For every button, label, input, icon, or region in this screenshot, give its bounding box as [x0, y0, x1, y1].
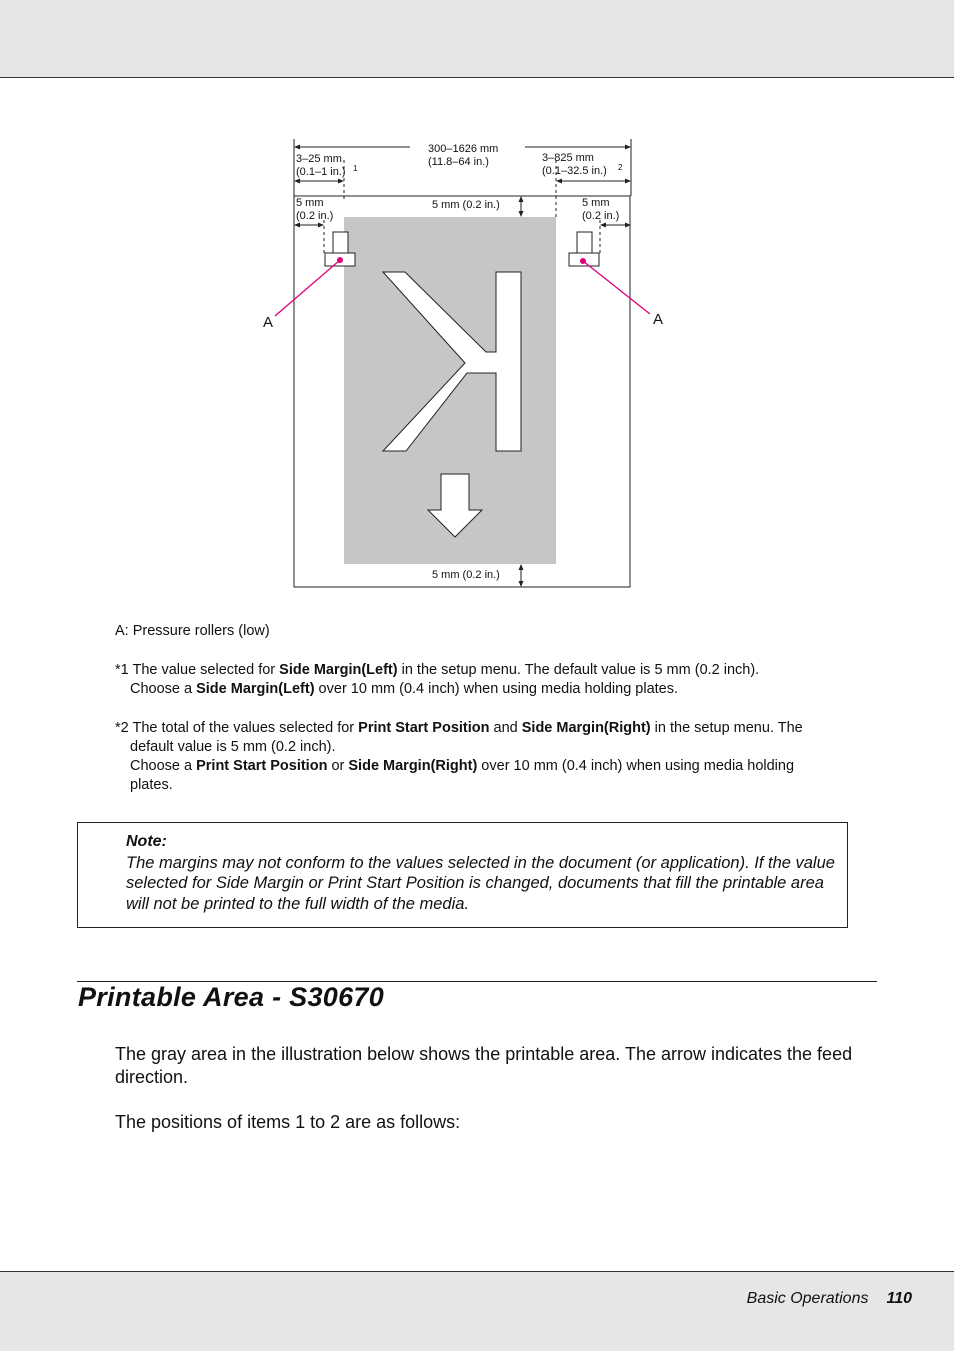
margin-right-in: (0.2 in.) — [582, 210, 620, 222]
figure-notes — [115, 622, 885, 795]
footnote-2-line3: Choose a Print Start Position or Side Margin(Right) over 10 mm (0.4 inch) when using media holding — [130, 758, 795, 774]
note-box — [77, 822, 848, 928]
dim-left-footnote: 1 — [353, 164, 358, 173]
margin-right-mm: 5 mm — [582, 197, 610, 209]
dim-right-in: (0.1–32.5 in.) — [542, 165, 607, 177]
footnote-1: *1 The value selected for Side Margin(Left) in the setup menu. The default value is 5 mm (0.2 inch). — [115, 662, 760, 678]
section-body — [115, 1043, 875, 1156]
footer-band — [0, 1271, 954, 1351]
dim-right-mm: 3–825 mm — [542, 152, 594, 164]
section-heading: Printable Area - S30670 — [78, 982, 385, 1012]
dim-total-mm: 300–1626 mm — [428, 143, 499, 155]
roller-label-left: A — [263, 314, 274, 331]
dim-total-in: (11.8–64 in.) — [428, 156, 489, 168]
margin-left-mm: 5 mm — [296, 197, 324, 209]
page-footer — [747, 1290, 912, 1308]
footnote-2: *2 The total of the values selected for Print Start Position and Side Margin(Right) in the setup menu. The — [115, 720, 803, 736]
pressure-roller-right — [569, 232, 650, 314]
legend-a: A: Pressure rollers (low) — [115, 623, 270, 639]
body-paragraph-2: The positions of items 1 to 2 are as follows: — [115, 1112, 461, 1132]
footnote-1-cont: Choose a Side Margin(Left) over 10 mm (0.4 inch) when using media holding plates. — [130, 681, 679, 697]
printable-area-diagram — [0, 0, 954, 620]
margin-left-in: (0.2 in.) — [296, 210, 334, 222]
body-paragraph-1: The gray area in the illustration below shows the printable area. The arrow indicates the feed direction. — [115, 1044, 853, 1087]
note-text: The margins may not conform to the values selected in the document (or application). If the value selected for Side Margin or Print Start Position is changed, documents that fill the printable area will not be printed to the full width of the media. — [126, 853, 835, 913]
roller-label-right: A — [653, 311, 664, 328]
dim-left-in: (0.1–1 in.) — [296, 166, 346, 178]
page-number: 110 — [886, 1290, 912, 1307]
footnote-2-line4: plates. — [130, 777, 173, 793]
dim-left-mm: 3–25 mm — [296, 153, 342, 165]
footnote-2-line2: default value is 5 mm (0.2 inch). — [130, 739, 336, 755]
footer-section: Basic Operations — [746, 1290, 869, 1307]
note-title: Note: — [126, 833, 167, 850]
dim-right-footnote: 2 — [618, 163, 623, 172]
margin-top-label: 5 mm (0.2 in.) — [432, 199, 500, 211]
margin-bottom-label: 5 mm (0.2 in.) — [432, 569, 500, 581]
pressure-roller-left — [275, 232, 355, 316]
